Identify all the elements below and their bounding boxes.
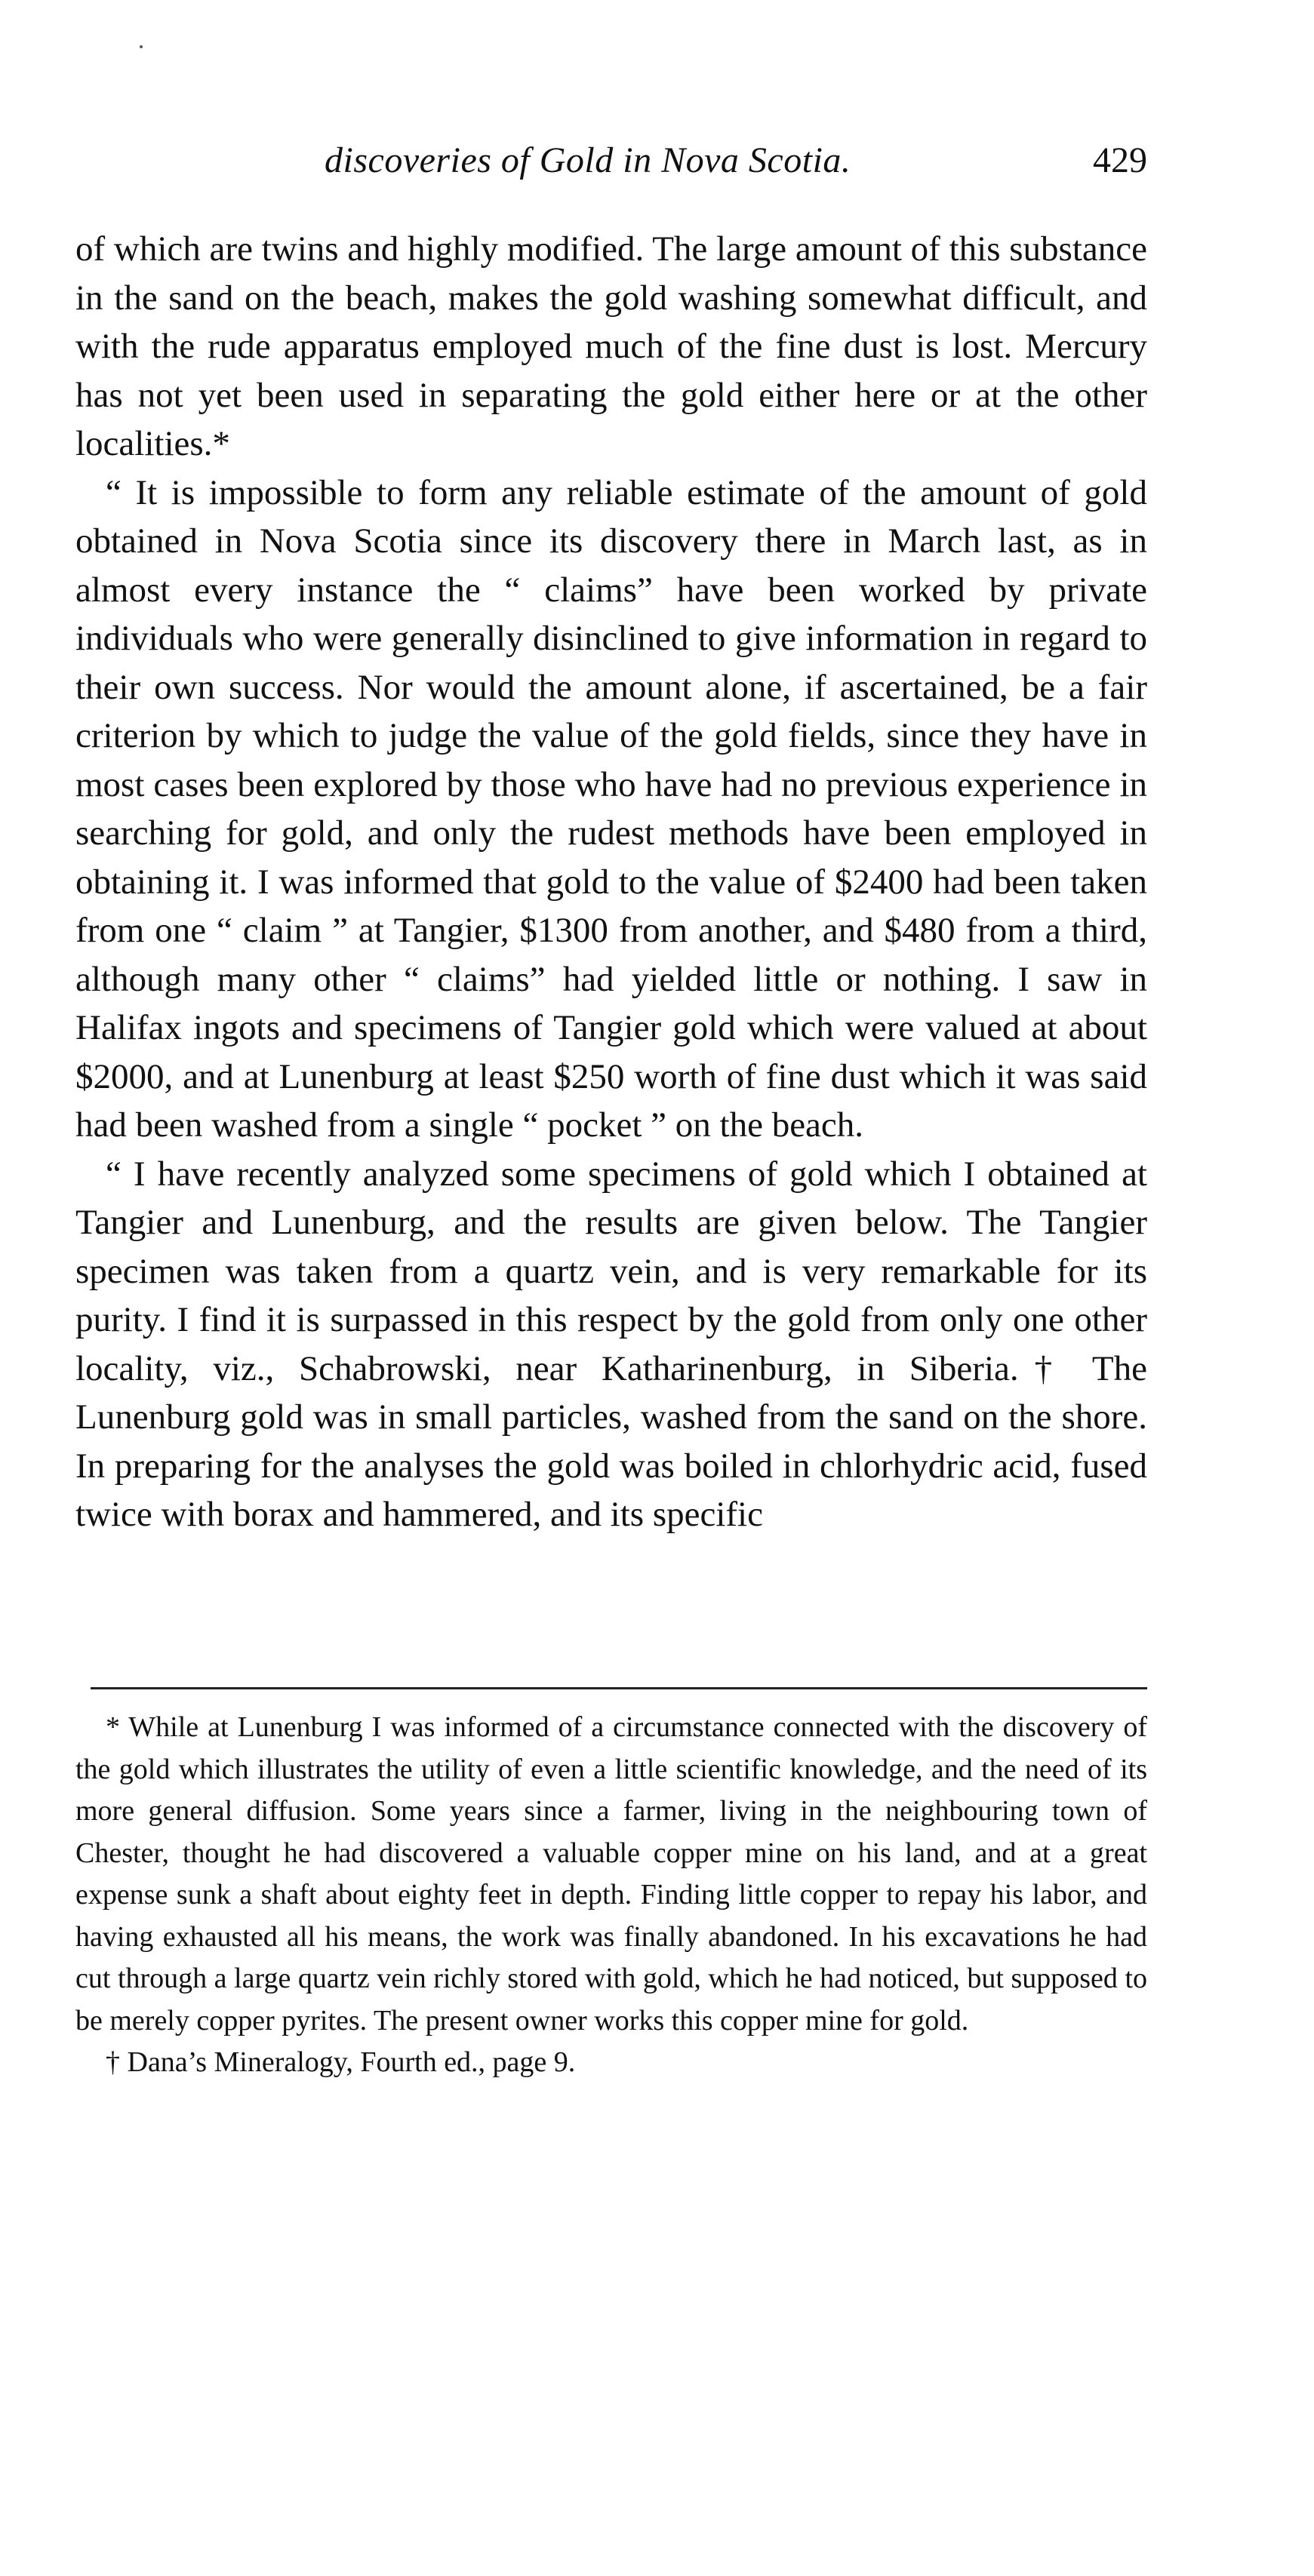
footnote-rule [91,1687,1147,1689]
footnote: * While at Lunenburg I was informed of a circumstance connected with the discovery of the gold which illustrates the utility of even a little scientific knowledge, and the need of its more general diffusion. Some years since a farmer, living in the neighbouring town of Chester, thought he had discovered a valuable copper mine on his land, and at a great expense sunk a shaft about eighty feet in depth. Finding little copper to repay his labor, and having exhausted all his means, the work was finally abandoned. In his excavations he had cut through a large quartz vein richly stored with gold, which he had noticed, but supposed to be merely copper pyrites. The present owner works this copper mine for gold. [75,1711,1147,2037]
footnotes [75,1707,1147,2084]
running-title: discoveries of Gold in Nova Scotia. [325,140,851,180]
footnote: † Dana’s Mineralogy, Fourth ed., page 9. [106,2046,576,2078]
paragraph: of which are twins and highly modified. The large amount of this substance in the sand on the beach, makes the gold washing somewhat difficult, and with the rude apparatus employed much of the fine dust is lost. Mercury has not yet been used in separating the gold either here or at the other localities.* [75,229,1147,463]
paragraph: “ I have recently analyzed some specimens of gold which I obtained at Tangier and Lunenburg, and the results are given below. The Tangier specimen was taken from a quartz vein, and is very remarkable for its purity. I find it is surpassed in this respect by the gold from only one other locality, viz., Schabrowski, near Katharinenburg, in Siberia.† The Lunenburg gold was in small particles, washed from the sand on the shore. In preparing for the analyses the gold was boiled in chlorhydric acid, fused twice with borax and hammered, and its specific [75,1154,1147,1534]
paragraph: “ It is impossible to form any reliable estimate of the amount of gold obtained in Nova Scotia since its discovery there in March last, as in almost every instance the “ claims” have been worked by private individuals who were generally disinclined to give information in regard to their own success. Nor would the amount alone, if ascertained, be a fair criterion by which to judge the value of the gold fields, since they have in most cases been explored by those who have had no previous experience in searching for gold, and only the rudest methods have been employed in obtaining it. I was informed that gold to the value of $2400 had been taken from one “ claim ” at Tangier, $1300 from another, and $480 from a third, although many other “ claims” had yielded little or nothing. I saw in Halifax ingots and specimens of Tangier gold which were valued at about $2000, and at Lunenburg at least $250 worth of fine dust which it was said had been washed from a single “ pocket ” on the beach. [75,472,1147,1145]
body-text [75,225,1147,1539]
running-head [75,134,1147,187]
page-number: 429 [1093,140,1147,180]
print-speck [140,45,143,48]
